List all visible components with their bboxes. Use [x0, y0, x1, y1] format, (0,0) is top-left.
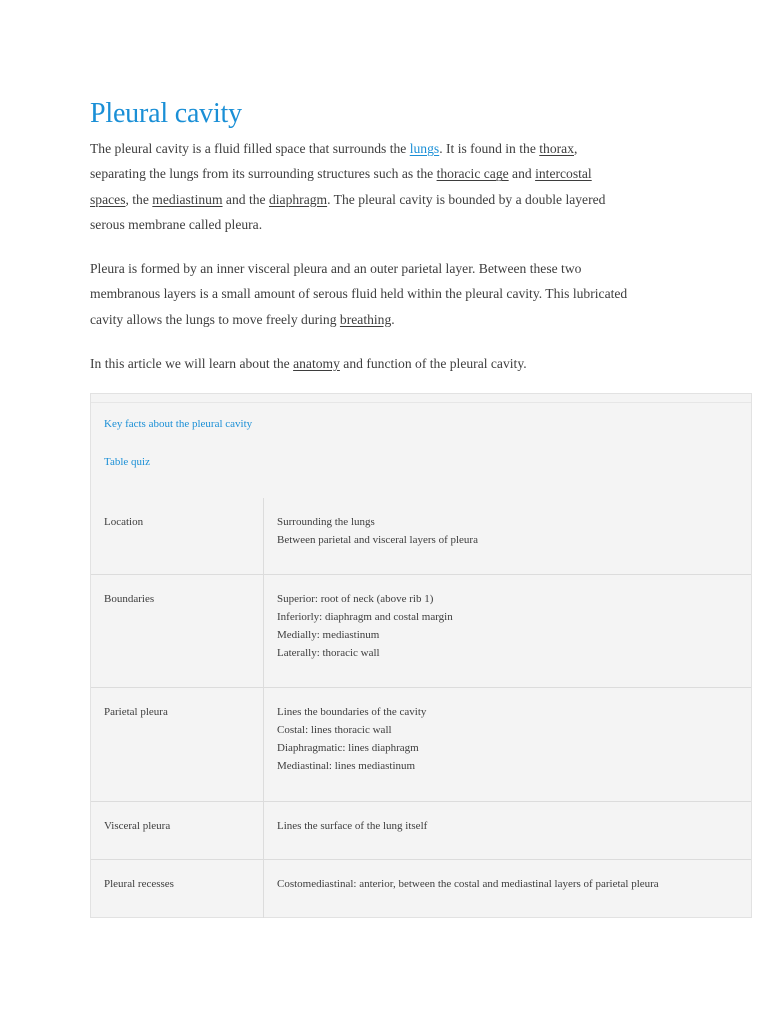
intro-paragraph: [90, 136, 690, 237]
pleura-paragraph: [90, 256, 690, 332]
row-key: Pleural recesses: [91, 859, 264, 918]
link-lungs[interactable]: lungs: [409, 141, 440, 156]
key-facts-title[interactable]: Key facts about the pleural cavity: [104, 418, 253, 430]
row-value: [264, 859, 752, 918]
text: and function of the pleural cavity.: [339, 356, 527, 371]
link-thoracic-cage[interactable]: thoracic cage: [436, 166, 509, 182]
text: .: [391, 311, 395, 327]
text: Pleura is formed by an inner visceral pleura and an outer parietal layer. Between these two: [90, 261, 582, 276]
link-breathing[interactable]: breathing: [339, 311, 392, 327]
table-quiz-link[interactable]: Table quiz: [104, 456, 150, 468]
row-value-line: Inferiorly: diaphragm and costal margin: [277, 610, 453, 623]
text: . It is found in the: [439, 141, 540, 156]
link-mediastinum[interactable]: mediastinum: [152, 191, 223, 207]
text: and the: [222, 191, 269, 207]
link-thorax[interactable]: thorax: [539, 141, 574, 156]
text: and: [508, 166, 536, 182]
row-key: Boundaries: [91, 574, 264, 687]
table-row: [91, 498, 751, 574]
link-intercostal-spaces[interactable]: intercostal: [535, 166, 592, 182]
text: separating the lungs from its surrounding structures such as the: [90, 166, 437, 182]
link-intercostal-spaces-cont[interactable]: spaces: [90, 191, 126, 207]
key-facts-table: [91, 498, 751, 918]
row-value-line: Lines the surface of the lung itself: [277, 819, 428, 832]
text: . The pleural cavity is bounded by a double layered: [327, 191, 606, 207]
article-intro-paragraph: [90, 351, 690, 376]
row-value-line: Between parietal and visceral layers of pleura: [277, 534, 478, 547]
text: ,: [574, 141, 578, 156]
row-value-line: Lines the boundaries of the cavity: [277, 705, 427, 718]
divider: [91, 402, 751, 403]
row-key: Location: [91, 498, 264, 574]
row-key: Visceral pleura: [91, 801, 264, 859]
text: , the: [125, 191, 153, 207]
row-value: [264, 801, 752, 859]
text: membranous layers is a small amount of serous fluid held within the pleural cavity. This lubricated: [90, 286, 628, 302]
link-diaphragm[interactable]: diaphragm: [268, 191, 328, 207]
row-value-line: Laterally: thoracic wall: [277, 647, 380, 660]
row-value: [264, 574, 752, 687]
text: In this article we will learn about the: [90, 356, 294, 371]
text: serous membrane called pleura.: [90, 216, 263, 232]
row-value-line: Surrounding the lungs: [277, 516, 375, 528]
table-row: [91, 801, 751, 859]
row-value-line: Mediastinal: lines mediastinum: [277, 760, 416, 773]
row-value: [264, 498, 752, 574]
table-row: [91, 687, 751, 801]
row-value-line: Medially: mediastinum: [277, 628, 380, 641]
row-value-line: Superior: root of neck (above rib 1): [277, 592, 434, 605]
row-value-line: Costal: lines thoracic wall: [277, 723, 392, 736]
table-row: [91, 574, 751, 687]
text: cavity allows the lungs to move freely during: [90, 311, 340, 327]
table-row: [91, 859, 751, 918]
key-facts-box: [90, 393, 752, 918]
link-anatomy[interactable]: anatomy: [293, 356, 340, 371]
row-key: Parietal pleura: [91, 687, 264, 801]
text: The pleural cavity is a fluid filled space that surrounds the: [90, 141, 410, 156]
row-value-line: Diaphragmatic: lines diaphragm: [277, 741, 419, 754]
row-value-line: Costomediastinal: anterior, between the costal and mediastinal layers of parietal pleura: [277, 877, 659, 890]
row-value: [264, 687, 752, 801]
page-title: Pleural cavity: [90, 98, 242, 129]
